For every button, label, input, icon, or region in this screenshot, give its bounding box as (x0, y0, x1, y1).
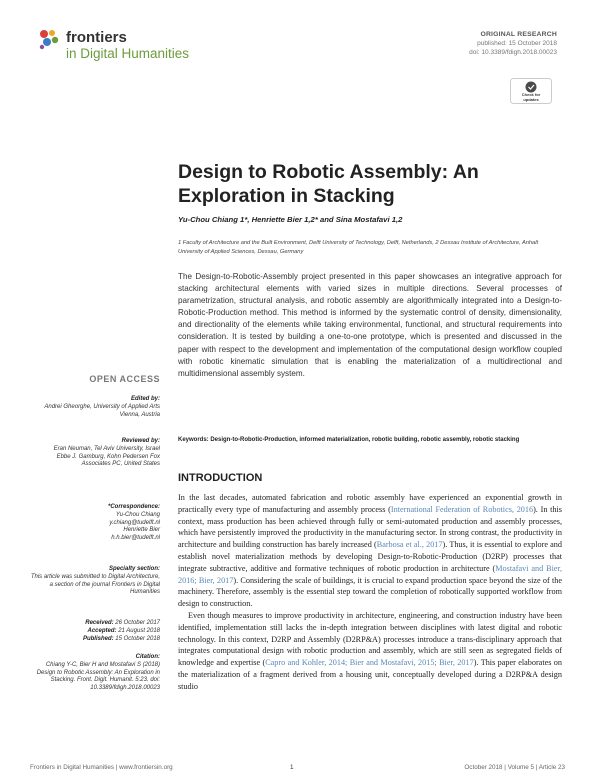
text-run: ). This paper elaborates on the materialization of a fragment derived from a housing unit, conceptually developed during a D2RP&A design studio (178, 658, 562, 691)
citation-link[interactable]: International Federation of Robotics, 2016 (390, 504, 534, 514)
author-list[interactable]: Yu-Chou Chiang 1*, Henriette Bier 1,2* and Sina Mostafavi 1,2 (178, 215, 403, 224)
citation-link[interactable]: Capro and Kohler, 2014; Bier and Mostafavi, 2015; Bier, 2017 (265, 658, 474, 668)
text-run: ). In this context, mass production has been achieved through fully or semi-automated production and assembly processes, which have persistently improved the productivity in the manufacturing sector. In strong contrast, the productivity in architecture and building construction has barely increased ( (178, 504, 562, 550)
reviewed-by-block (30, 438, 160, 469)
intro-paragraph-1 (178, 492, 562, 610)
corr-email-2[interactable]: h.h.bier@tudelft.nl (111, 535, 160, 542)
corr-name-1: Yu-Chou Chiang (115, 511, 160, 518)
reviewer-1: Eran Neuman, Tel Aviv University, Israel (53, 445, 160, 452)
reviewer-2: Ebbe J. Gamburg, Kohn Pedersen Fox Associates PC, United States (56, 453, 160, 468)
footer-journal[interactable]: Frontiers in Digital Humanities | www.frontiersin.org (30, 764, 173, 771)
published-date-side: 15 October 2018 (115, 635, 160, 642)
editor: Andrei Gheorghe, University of Applied Arts Vienna, Austria (44, 403, 160, 418)
abstract: The Design-to-Robotic-Assembly project presented in this paper showcases an integrative approach for stacking architectural elements with varied sizes in multiple directions. Several processes of parametrization, structural analysis, and robotic assembly are algorithmically integrated into a Design-to-Robotic-Production method. This method is informed by the systematic control of density, dimensionality, and directionality of the elements while taking environmental, functional, and structural requirements into consideration. It is tested by building a one-to-one prototype, which is presented and discussed in the paper with respect to the development and implementation of the computational design workflow coupled with robotic kinematic simulation that is enabling the materialization of a multidirectional and multidimensional assembly system. (178, 272, 562, 378)
citation-label: Citation: (135, 654, 160, 660)
text-run: Even though measures to improve productivity in architecture, engineering, and construction industry have been identified, implementation still lacks the in-depth integration between disciplines with latest digital and robotic technology. In this context, D2RP and Assembly (D2RP&A) processes introduce a trans-disciplinary approach that integrates computational design with robotic production and assembly, which are still seen as segregated fields of knowledge and expertise ( (178, 610, 562, 668)
specialty-label: Specialty section: (108, 566, 160, 572)
citation-link[interactable]: Barbosa et al., 2017 (376, 540, 443, 550)
received-label: Received: (85, 620, 114, 626)
citation-link[interactable]: Mostafavi and Bier, 2016; Bier, 2017 (178, 563, 562, 585)
corr-email-1[interactable]: y.chiang@tudelft.nl (109, 519, 160, 526)
page-number: 1 (290, 764, 294, 771)
page-footer (30, 764, 565, 774)
text-run: In the last decades, automated fabrication and robotic assembly have experienced an exponential growth in practically every type of manufacturing and assembly process ( (178, 493, 562, 514)
frontiers-logo-icon (38, 28, 60, 50)
accepted-date: 21 August 2018 (118, 627, 160, 634)
affiliations: 1 Faculty of Architecture and the Built Environment, Delft University of Technology, Delft, Netherlands, 2 Dessau Institute of Architecture, Anhalt University of Applied Sciences, Dessau, Germany (178, 240, 539, 255)
received-date: 26 October 2017 (115, 620, 160, 626)
introduction-body (178, 492, 562, 693)
published-date: published: 15 October 2018 (477, 40, 557, 47)
keywords: Keywords: Design-to-Robotic-Production, informed materialization, robotic building, robotic assembly, robotic stacking (178, 437, 520, 443)
corr-name-2: Henriette Bier (123, 527, 160, 534)
logo-name: frontiers (66, 29, 127, 46)
open-access-label: OPEN ACCESS (89, 374, 160, 384)
correspondence-block (30, 504, 160, 543)
check-for-updates-badge[interactable] (510, 78, 552, 104)
journal-logo[interactable] (38, 28, 238, 68)
badge-text-1: Check for (521, 92, 541, 97)
edited-by-block (30, 396, 160, 419)
citation-block (30, 654, 160, 693)
article-title: Design to Robotic Assembly: An Exploration in Stacking (178, 161, 479, 207)
published-label: Published: (82, 635, 114, 642)
doi-link[interactable]: doi: 10.3389/fdigh.2018.00023 (469, 49, 557, 56)
intro-paragraph-2 (178, 610, 562, 693)
citation-text: Chiang Y-C, Bier H and Mostafavi S (2018) Design to Robotic Assembly: An Exploration in Stacking. Front. Digit. Humanit. 5:23. doi: 10.3389/fdigh.2018.00023 (36, 661, 160, 692)
dates-block (30, 620, 160, 643)
specialty-text: This article was submitted to Digital Architecture, a section of the journal Frontiers in Digital Humanities (30, 573, 160, 596)
text-run: ). Considering the scale of buildings, it is crucial to expand production space beyond the size of the machinery. Therefore, assembly is the essential step toward the completion of robotically supported workflow from design to construction. (178, 575, 562, 609)
logo-journal: in Digital Humanities (66, 46, 190, 61)
edited-by-label: Edited by: (130, 396, 160, 402)
correspondence-label: *Correspondence: (107, 504, 160, 510)
accepted-label: Accepted: (87, 627, 117, 634)
specialty-section-block (30, 566, 160, 597)
reviewed-by-label: Reviewed by: (121, 438, 160, 444)
article-meta-header (469, 30, 557, 57)
article-type: ORIGINAL RESEARCH (480, 31, 557, 38)
text-run: ). Thus, it is essential to explore and establish novel materialization methods by developing Design-to-Robotic-Production (D2RP) processes that integrate subtractive, additive and formative techniques of robotic production in architecture ( (178, 540, 562, 573)
badge-text-2: updates (523, 96, 539, 102)
footer-issue: October 2018 | Volume 5 | Article 23 (464, 764, 565, 771)
introduction-heading: INTRODUCTION (178, 472, 263, 484)
